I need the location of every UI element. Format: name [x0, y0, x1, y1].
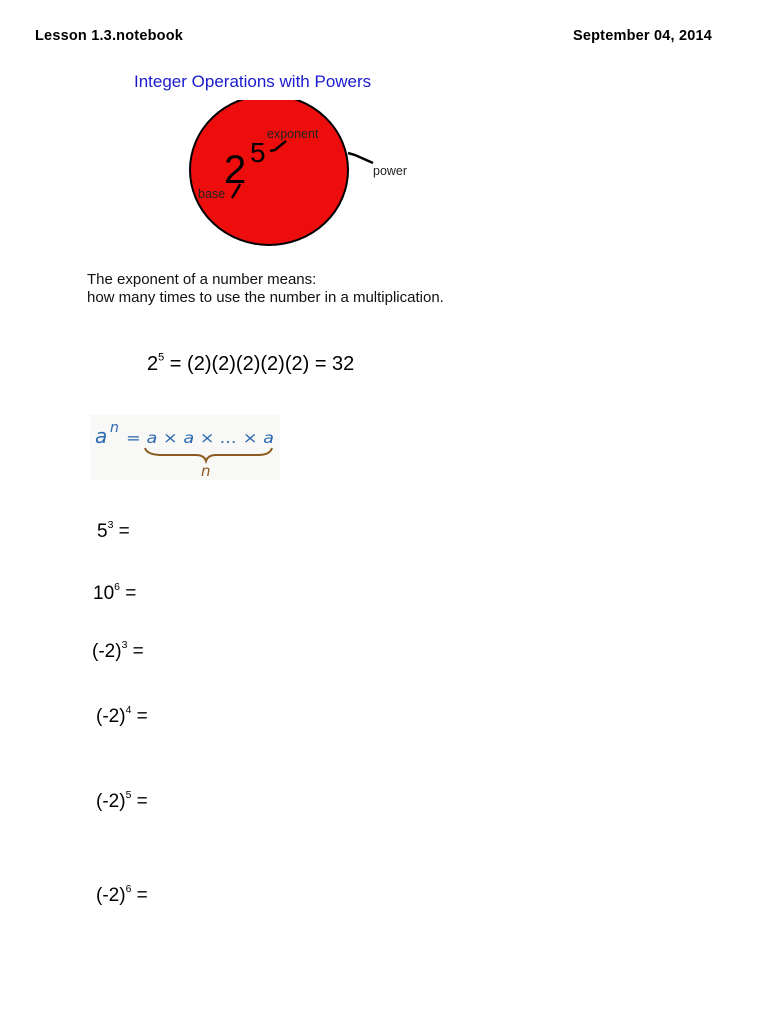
red-circle	[190, 100, 348, 245]
power-label: power	[373, 164, 408, 178]
general-power-formula	[90, 415, 280, 480]
exponent-label: exponent	[267, 127, 319, 141]
problem-6	[96, 885, 148, 907]
problem-exponent: 6	[114, 582, 120, 594]
problem-exponent: 6	[125, 884, 132, 896]
example-expansion	[147, 353, 354, 376]
base-label: base	[198, 187, 226, 201]
document-date: September 04, 2014	[572, 28, 712, 44]
problem-base: 5	[97, 521, 108, 542]
problem-exponent: 3	[107, 520, 114, 532]
problem-equals: =	[113, 521, 130, 542]
problem-equals: =	[119, 583, 137, 604]
diagram-exponent: 5	[250, 137, 266, 168]
problem-exponent: 3	[121, 640, 128, 652]
formula-expansion: = a × a × ... × a	[126, 429, 274, 447]
page-title: Integer Operations with Powers	[134, 72, 372, 91]
example-base: 2	[147, 353, 159, 375]
problem-exponent: 5	[125, 790, 132, 802]
example-exponent: 5	[158, 351, 165, 364]
problem-5	[96, 791, 148, 813]
example-rest: = (2)(2)(2)(2)(2) = 32	[164, 353, 355, 375]
problem-base: 10	[93, 583, 115, 604]
problem-1	[97, 521, 130, 543]
problem-base: (-2)	[96, 885, 126, 906]
problem-equals: =	[131, 706, 148, 727]
power-pointer	[348, 153, 373, 163]
diagram-base: 2	[224, 148, 247, 192]
intro-line-1: The exponent of a number means:	[87, 271, 317, 288]
formula-exponent: n	[110, 420, 119, 436]
power-diagram	[180, 100, 440, 260]
document-title: Lesson 1.3.notebook	[35, 28, 184, 44]
problem-base: (-2)	[96, 791, 126, 812]
formula-count: n	[201, 462, 211, 480]
problem-equals: =	[131, 791, 148, 812]
intro-text	[87, 271, 444, 307]
problem-exponent: 4	[125, 705, 132, 717]
problem-equals: =	[131, 885, 148, 906]
problem-base: (-2)	[92, 641, 122, 662]
formula-base: a	[95, 424, 108, 448]
problem-2	[93, 583, 136, 605]
problem-base: (-2)	[96, 706, 126, 727]
problem-3	[92, 641, 144, 663]
problem-4	[96, 706, 148, 728]
problem-equals: =	[127, 641, 144, 662]
intro-line-2: how many times to use the number in a multiplication.	[87, 289, 444, 306]
